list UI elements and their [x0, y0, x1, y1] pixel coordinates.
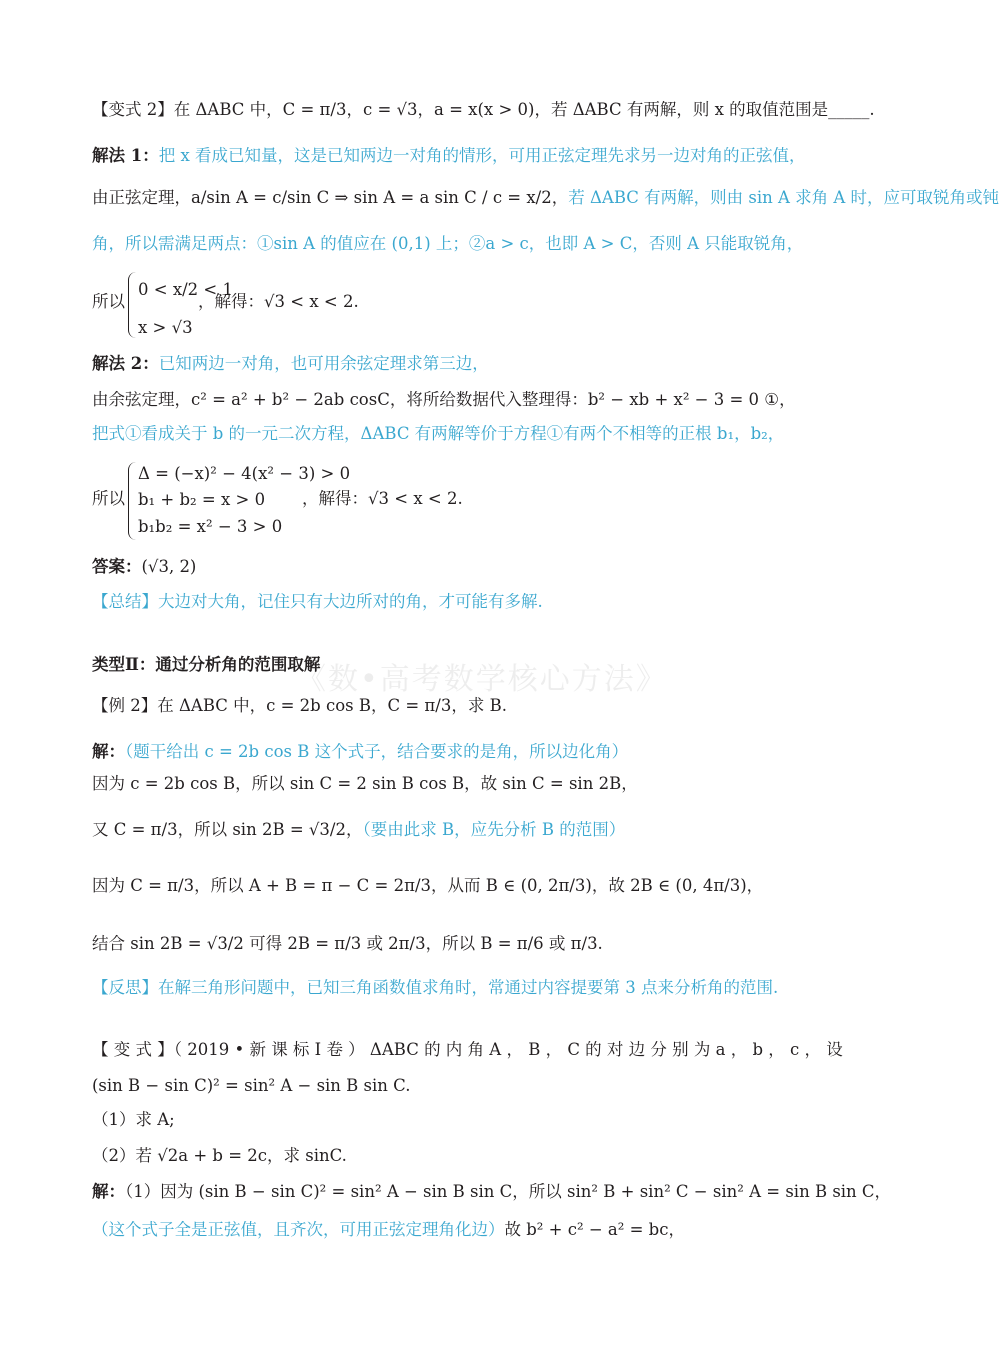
system-2-result: ，解得：√3 < x < 2. [302, 489, 463, 508]
system-1-row-1: 0 < x/2 < 1 [138, 280, 233, 299]
section-heading-type-2: 类型Ⅱ：通过分析角的范围取解 [92, 655, 321, 674]
problem-variant-2: 【变式 2】在 ΔABC 中，C = π/3，c = √3，a = x(x > 0)，若 ΔABC 有两解，则 x 的取值范围是_____. [92, 100, 875, 119]
variant-2019-result: 故 b² + c² − a² = bc， [504, 1220, 685, 1239]
variant-2019-equation: (sin B − sin C)² = sin² A − sin B sin C. [92, 1076, 411, 1095]
solution-1-hint: 把 x 看成已知量，这是已知两边一对角的情形，可用正弦定理先求另一边对角的正弦值， [158, 146, 806, 165]
variant-2019-hint: （这个式子全是正弦值，且齐次，可用正弦定理角化边） [92, 1220, 505, 1239]
example-2-solution-intro [92, 740, 862, 764]
solution-2-label: 解法 2： [92, 354, 159, 373]
variant-2019-solution-text: （1）因为 (sin B − sin C)² = sin² A − sin B sin C，所以 sin² B + sin² C − sin² A = sin B sin C， [125, 1182, 892, 1201]
sine-law-hint: 若 ΔABC 有两解，则由 sin A 求角 A 时，应可取锐角或钝 [568, 188, 999, 207]
example-2-step-3: 因为 C = π/3，所以 A + B = π − C = 2π/3，从而 B ∈ (0, 2π/3)，故 2B ∈ (0, 4π/3)， [92, 876, 764, 895]
answer-value: (√3, 2) [141, 557, 197, 576]
sine-law-step [92, 186, 999, 210]
variant-2019-statement: 【 变 式 】（ 2019 • 新 课 标 Ⅰ 卷 ） ΔABC 的 内 角 A ， B ， C 的 对 边 分 别 为 a ， b ， c ， 设 [92, 1040, 843, 1059]
conditions-hint: 角，所以需满足两点：①sin A 的值应在 (0,1) 上；②a > c，也即 A > C，否则 A 只能取锐角， [92, 234, 804, 253]
variant-2019-solution-label: 解： [92, 1182, 125, 1201]
watermark: 《数•高考数学核心方法》 [296, 662, 668, 697]
system-1-result: ，解得：√3 < x < 2. [198, 292, 359, 311]
solution-1-label: 解法 1： [92, 146, 159, 165]
brace-2 [128, 462, 137, 540]
example-2-hint: （题干给出 c = 2b cos B 这个式子，结合要求的是角，所以边化角） [125, 742, 629, 761]
quadratic-hint: 把式①看成关于 b 的一元二次方程，ΔABC 有两解等价于方程①有两个不相等的正根 b₁，b₂， [92, 424, 785, 443]
solution-2-intro [92, 352, 862, 376]
variant-2019-solution-step-2 [92, 1218, 862, 1242]
example-2-solution-label: 解： [92, 742, 125, 761]
variant-2019-solution-step-1 [92, 1180, 892, 1204]
summary-note: 【总结】大边对大角，记住只有大边所对的角，才可能有多解. [92, 592, 543, 611]
system-1-row-2: x > √3 [138, 318, 193, 337]
example-2-step-1: 因为 c = 2b cos B，所以 sin C = 2 sin B cos B，故 sin C = sin 2B， [92, 774, 638, 793]
sine-law-formula: 由正弦定理，a/sin A = c/sin C ⇒ sin A = a sin C / c = x/2， [92, 188, 569, 207]
variant-2019-part-1: （1）求 A; [92, 1110, 175, 1129]
answer-line [92, 555, 862, 579]
example-2-step-2-formula: 又 C = π/3，所以 sin 2B = √3/2， [92, 820, 363, 839]
system-2-row-1: Δ = (−x)² − 4(x² − 3) > 0 [138, 464, 351, 483]
solution-1-intro [92, 144, 862, 168]
system-1-prefix: 所以 [92, 292, 125, 311]
solution-2-hint: 已知两边一对角，也可用余弦定理求第三边， [158, 354, 489, 373]
example-2-step-2 [92, 818, 862, 842]
system-2-prefix: 所以 [92, 489, 125, 508]
answer-label: 答案： [92, 557, 142, 576]
system-2-row-2: b₁ + b₂ = x > 0 [138, 490, 266, 509]
example-2-step-2-hint: （要由此求 B，应先分析 B 的范围） [362, 820, 626, 839]
system-2-row-3: b₁b₂ = x² − 3 > 0 [138, 517, 283, 536]
reflection-note: 【反思】在解三角形问题中，已知三角函数值求角时，常通过内容提要第 3 点来分析角的范围. [92, 978, 779, 997]
variant-2019-part-2: （2）若 √2a + b = 2c，求 sinC. [92, 1146, 347, 1165]
cosine-law-step: 由余弦定理，c² = a² + b² − 2ab cosC，将所给数据代入整理得：b² − xb + x² − 3 = 0 ①， [92, 390, 796, 409]
example-2-statement: 【例 2】在 ΔABC 中，c = 2b cos B，C = π/3，求 B. [92, 696, 507, 715]
brace-1 [128, 272, 137, 338]
example-2-step-4: 结合 sin 2B = √3/2 可得 2B = π/3 或 2π/3，所以 B = π/6 或 π/3. [92, 934, 603, 953]
